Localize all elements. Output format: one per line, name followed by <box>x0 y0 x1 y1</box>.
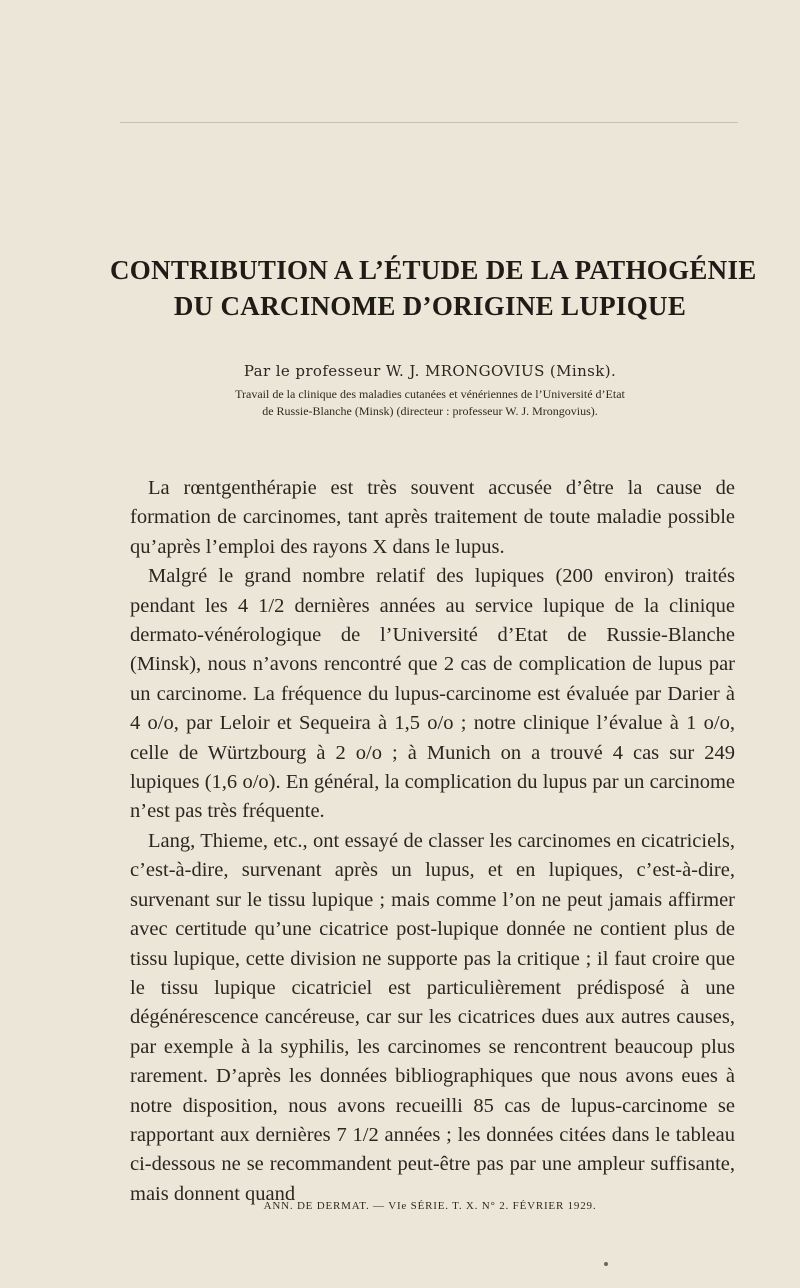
paragraph-3: Lang, Thieme, etc., ont essayé de classer les carcinomes en cicatriciels, c’est-à-dire, survenant après un lupus, et en lupiques, c’est-à-dire, survenant sur le tissu lupique ; mais comme l’on ne peut jamais affirmer avec certitude qu’une cicatrice post-lupique donnée ne contient plus de tissu lupique, cette division ne supporte pas la critique ; il faut croire que le tissu lupique cicatriciel est particulièrement prédisposé à une dégénérescence cancéreuse, car sur les cicatrices dues aux autres causes, par exemple à la syphilis, les carcinomes se rencontrent beaucoup plus rarement. D’après les données bibliographiques que nous avons eues à notre disposition, nous avons recueilli 85 cas de lupus-carcinome se rapportant aux dernières 7 1/2 années ; les données citées dans le tableau ci-dessous ne se recommandent peut-être pas par une ampleur suffisante, mais donnent quand <box>130 829 735 1205</box>
title-line-2: DU CARCINOME D’ORIGINE LUPIQUE <box>173 291 687 321</box>
author-line: Par le professeur W. J. MRONGOVIUS (Minsk). <box>243 362 617 380</box>
header-rule <box>120 122 738 123</box>
article-body <box>130 474 735 1209</box>
affiliation-line-2: de Russie-Blanche (Minsk) (directeur : professeur W. J. Mrongovius). <box>262 404 598 418</box>
paragraph-1: La rœntgenthérapie est très souvent accusée d’être la cause de formation de carcinomes, tant après traitement de toute maladie possible qu’après l’emploi des rayons X dans le lupus. <box>130 477 735 558</box>
article-title <box>110 252 757 324</box>
page-mark <box>604 1262 608 1266</box>
journal-footer: ANN. DE DERMAT. — VIe SÉRIE. T. X. N° 2. FÉVRIER 1929. <box>263 1200 597 1212</box>
affiliation-line-1: Travail de la clinique des maladies cutanées et vénériennes de l’Université d’Etat <box>235 387 625 401</box>
title-line-1: CONTRIBUTION A L’ÉTUDE DE LA PATHOGÉNIE <box>110 255 757 285</box>
affiliation <box>130 386 730 420</box>
paragraph-2: Malgré le grand nombre relatif des lupiques (200 environ) traités pendant les 4 1/2 dernières années au service lupique de la clinique dermato-vénérologique de l’Université d’Etat de Russie-Blanche (Minsk), nous n’avons rencontré que 2 cas de complication de lupus par un carcinome. La fréquence du lupus-carcinome est évaluée par Darier à 4 o/o, par Leloir et Sequeira à 1,5 o/o ; notre clinique l’évalue à 1 o/o, celle de Würtzbourg à 2 o/o ; à Munich on a trouvé 4 cas sur 249 lupiques (1,6 o/o). En général, la complication du lupus par un carcinome n’est pas très fréquente. <box>130 565 735 823</box>
